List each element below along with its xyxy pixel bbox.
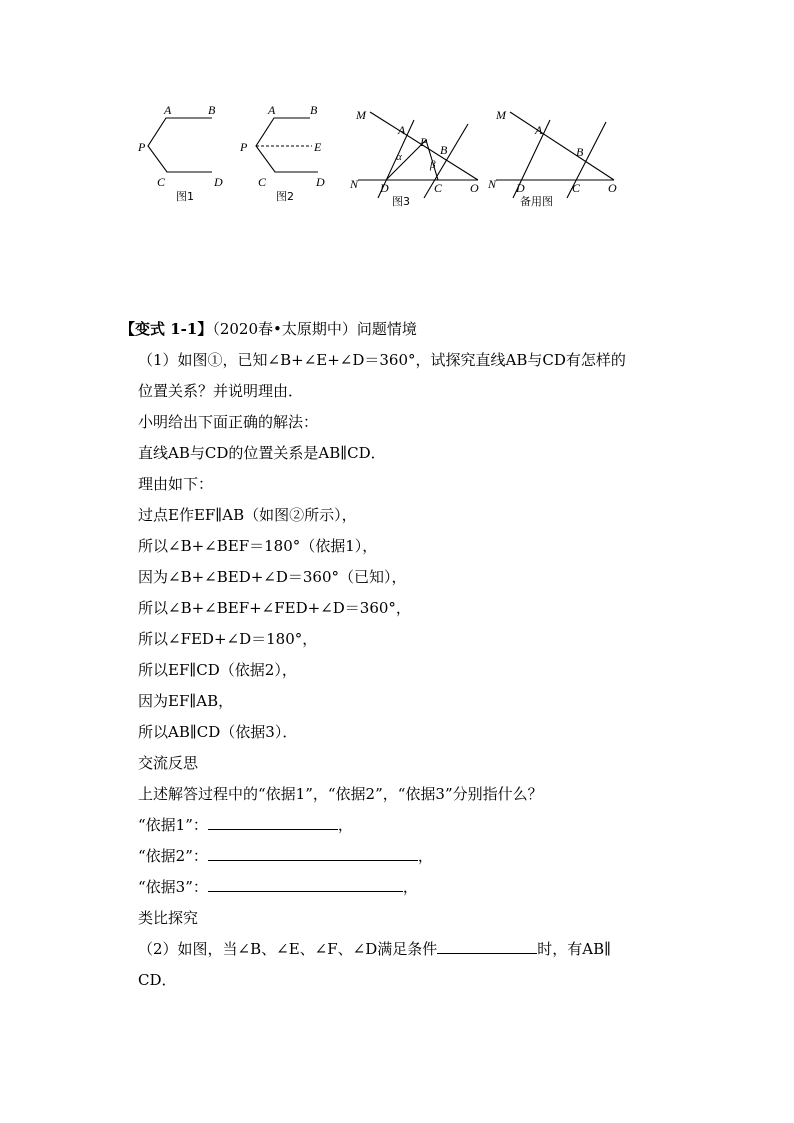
exchange-question: 上述解答过程中的“依据1”，“依据2”，“依据3”分别指什么？ [138,785,543,803]
fig4-label-o: O [608,181,617,195]
fig3-label-d: D [380,181,389,195]
fig3-label-m: M [356,108,366,122]
problem-body [120,314,680,996]
fig4-line-mo [510,112,614,180]
figures-area [130,96,630,216]
fig2-caption: 图2 [276,190,294,203]
fig3-label-p: P [420,135,428,149]
basis-3-label: “依据3”： [138,878,208,896]
q1-line1: （1）如图①，已知∠B+∠E+∠D＝360°，试探究直线AB与CD有怎样的 [138,351,626,369]
step-3: 因为∠B+∠BED+∠D＝360°（已知）， [138,568,407,586]
step-2: 所以∠B+∠BEF＝180°（依据1）， [138,537,378,555]
fig1-label-d: D [214,175,223,189]
exchange-title: 交流反思 [138,754,199,772]
basis-2-blank[interactable] [208,842,418,861]
fig2-label-a: A [268,103,276,117]
fig3-label-n: N [350,177,359,191]
fig2-label-b: B [310,103,318,117]
fig1-label-a: A [164,103,172,117]
fig4-label-a: A [535,123,543,137]
geometry-figures [130,96,630,216]
problem-tag: 【变式 1-1】 [120,320,213,338]
step-1: 过点E作EF∥AB（如图②所示）， [138,506,357,524]
q2-line1: （2）如图，当∠B、∠E、∠F、∠D满足条件 时，有AB∥ [120,934,680,965]
fig4-label-n: N [488,177,497,191]
step-5: 所以∠FED+∠D＝180°， [138,630,318,648]
fig2-label-d: D [316,175,325,189]
basis-1-row: “依据1”： ， [120,810,680,841]
fig1-lines [148,118,212,172]
analogy-title: 类比探究 [138,909,199,927]
fig2-label-c: C [258,175,267,189]
fig2-lines [256,118,318,172]
fig1-label-b: B [208,103,216,117]
q2-line2: CD． [138,971,177,989]
fig1-caption: 图1 [176,190,194,203]
problem-source: （2020春•太原期中）问题情境 [212,320,417,338]
fig3-caption: 图3 [392,195,410,208]
fig1-label-c: C [157,175,166,189]
step-7: 因为EF∥AB， [138,692,234,710]
fig2-label-p: P [240,140,248,154]
step-6: 所以EF∥CD（依据2）， [138,661,297,679]
fig3-label-c: C [434,181,443,195]
basis-3-row: “依据3”： ， [120,872,680,903]
basis-1-label: “依据1”： [138,816,208,834]
fig4-label-c: C [572,181,581,195]
q2-condition-blank[interactable] [437,935,537,954]
fig3-label-b: B [440,143,448,157]
step-4: 所以∠B+∠BEF+∠FED+∠D＝360°， [138,599,411,617]
fig3-label-beta: β [430,159,436,171]
solution-conclusion: 直线AB与CD的位置关系是AB∥CD． [138,444,386,462]
fig4-caption: 备用图 [520,195,553,208]
basis-1-blank[interactable] [208,811,338,830]
fig3-label-o: O [470,181,479,195]
fig3-label-alpha: α [396,151,402,163]
fig4-label-m: M [496,108,506,122]
fig2-label-e: E [314,140,322,154]
problem-header [120,314,680,345]
solution-intro: 小明给出下面正确的解法： [138,413,319,431]
basis-2-row: “依据2”： ， [120,841,680,872]
reason-title: 理由如下： [138,475,214,493]
fig1-label-p: P [138,140,146,154]
step-8: 所以AB∥CD（依据3）． [138,723,298,741]
basis-2-label: “依据2”： [138,847,208,865]
fig3-label-a: A [398,123,406,137]
q1-line2: 位置关系？并说明理由． [138,382,304,400]
basis-3-blank[interactable] [208,873,403,892]
fig4-label-d: D [516,181,525,195]
fig4-label-b: B [576,145,584,159]
